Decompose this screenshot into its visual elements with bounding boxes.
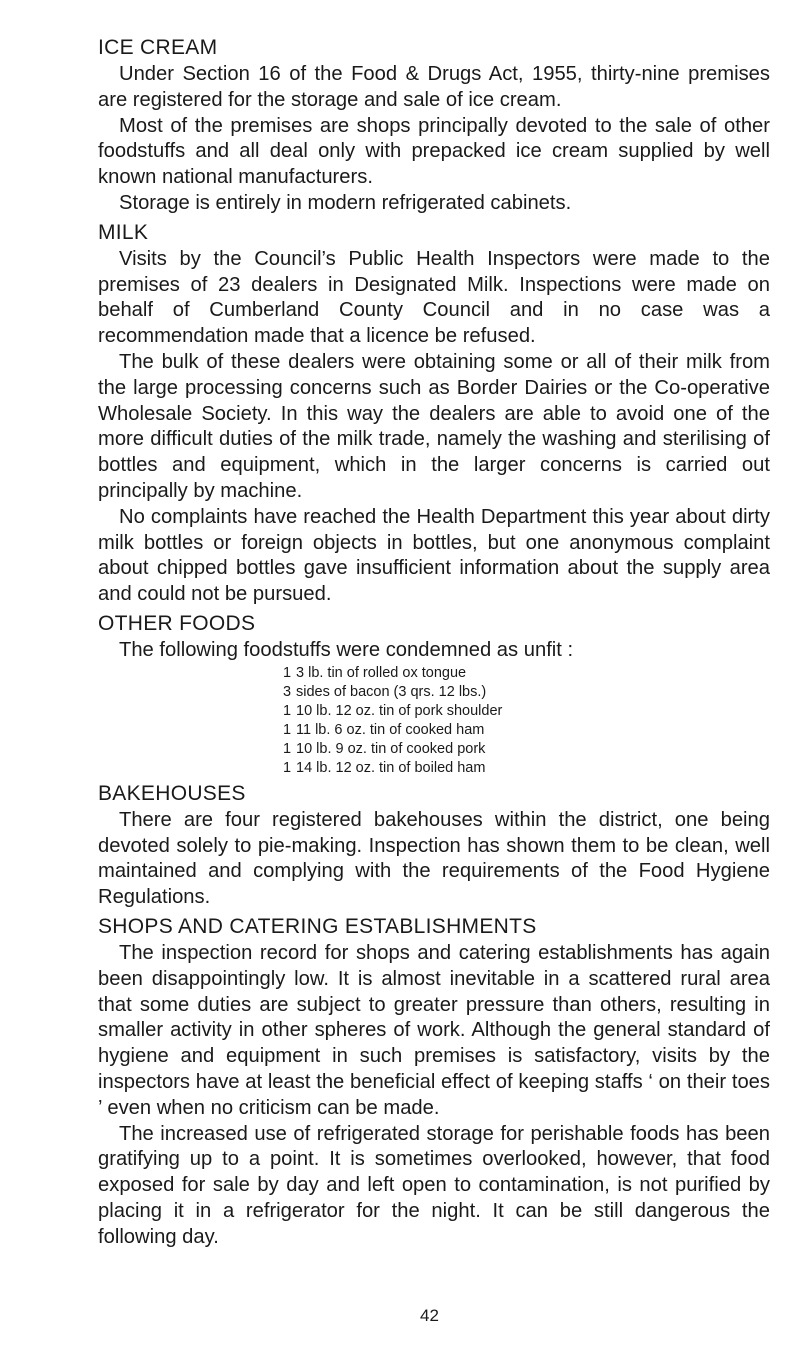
item-quantity: 1 — [283, 702, 292, 719]
section-heading: OTHER FOODS — [98, 611, 256, 635]
item-quantity: 1 — [283, 721, 292, 738]
list-item — [283, 702, 770, 721]
section-ice-cream — [98, 34, 770, 217]
condemned-foods-list — [283, 664, 770, 778]
section-shops-and-catering — [98, 913, 770, 1251]
item-quantity: 1 — [283, 740, 292, 757]
paragraph: The bulk of these dealers were obtaining some or all of their milk from the large processing concerns such as Border Dairies or the Co-operative Wholesale Society. In this way the dealers are able to avoid one of the more difficult duties of the milk trade, namely the washing and sterilising of bottles and equipment, which in the larger concerns is carried out principally by machine. — [98, 350, 770, 502]
list-item — [283, 740, 770, 759]
item-quantity: 3 — [283, 683, 292, 700]
item-description: sides of bacon (3 qrs. 12 lbs.) — [296, 683, 487, 700]
paragraph: Under Section 16 of the Food & Drugs Act, 1955, thirty-nine premises are registered for the storage and sale of ice cream. — [98, 63, 770, 111]
item-quantity: 1 — [283, 664, 292, 681]
paragraph: There are four registered bakehouses within the district, one being devoted solely to pie-making. Inspection has shown them to be clean, well maintained and complying with the requirements of the Food Hygiene Regulations. — [98, 808, 770, 909]
paragraph: No complaints have reached the Health Department this year about dirty milk bottles or foreign objects in bottles, but one anonymous complaint about chipped bottles gave insufficient information about the supply area and could not be pursued. — [98, 505, 770, 606]
paragraph: The increased use of refrigerated storage for perishable foods has been gratifying up to a point. It is sometimes overlooked, however, that food exposed for sale by day and left open to contamination, is not purified by placing it in a refrigerator for the night. It can be still dangerous the following day. — [98, 1122, 770, 1248]
paragraph: Most of the premises are shops principally devoted to the sale of other foodstuffs and all deal only with prepacked ice cream supplied by well known national manufacturers. — [98, 114, 770, 189]
section-heading: ICE CREAM — [98, 36, 218, 59]
item-description: 10 lb. 9 oz. tin of cooked pork — [296, 740, 486, 757]
item-description: 10 lb. 12 oz. tin of pork shoulder — [296, 702, 503, 719]
item-description: 3 lb. tin of rolled ox tongue — [296, 664, 467, 681]
list-item — [283, 683, 770, 702]
page-number: 42 — [420, 1306, 439, 1325]
item-description: 11 lb. 6 oz. tin of cooked ham — [296, 721, 485, 738]
section-heading: BAKEHOUSES — [98, 781, 246, 805]
section-other-foods — [98, 610, 770, 778]
list-item — [283, 759, 770, 778]
item-quantity: 1 — [283, 759, 292, 776]
paragraph: Visits by the Council’s Public Health Inspectors were made to the premises of 23 dealers in Designated Milk. Inspections were made on behalf of Cumberland County Council and in no case was a recommendation made that a licence be refused. — [98, 247, 770, 348]
section-heading: SHOPS AND CATERING ESTABLISHMENTS — [98, 914, 537, 938]
list-item — [283, 664, 770, 683]
section-milk — [98, 219, 770, 608]
paragraph: Storage is entirely in modern refrigerated cabinets. — [119, 191, 572, 214]
list-item — [283, 721, 770, 740]
item-description: 14 lb. 12 oz. tin of boiled ham — [296, 759, 486, 776]
paragraph: The inspection record for shops and catering establishments has again been disappointingly low. It is almost inevitable in a scattered rural area that some duties are subject to greater pressure than others, resulting in smaller activity in other spheres of work. Although the general standard of hygiene and equipment in such premises is satisfactory, visits by the inspectors have at least the beneficial effect of keeping staffs ‘ on their toes ’ even when no criticism can be made. — [98, 941, 770, 1119]
paragraph: The following foodstuffs were condemned as unfit : — [119, 638, 574, 661]
section-bakehouses — [98, 780, 770, 911]
section-heading: MILK — [98, 220, 149, 244]
